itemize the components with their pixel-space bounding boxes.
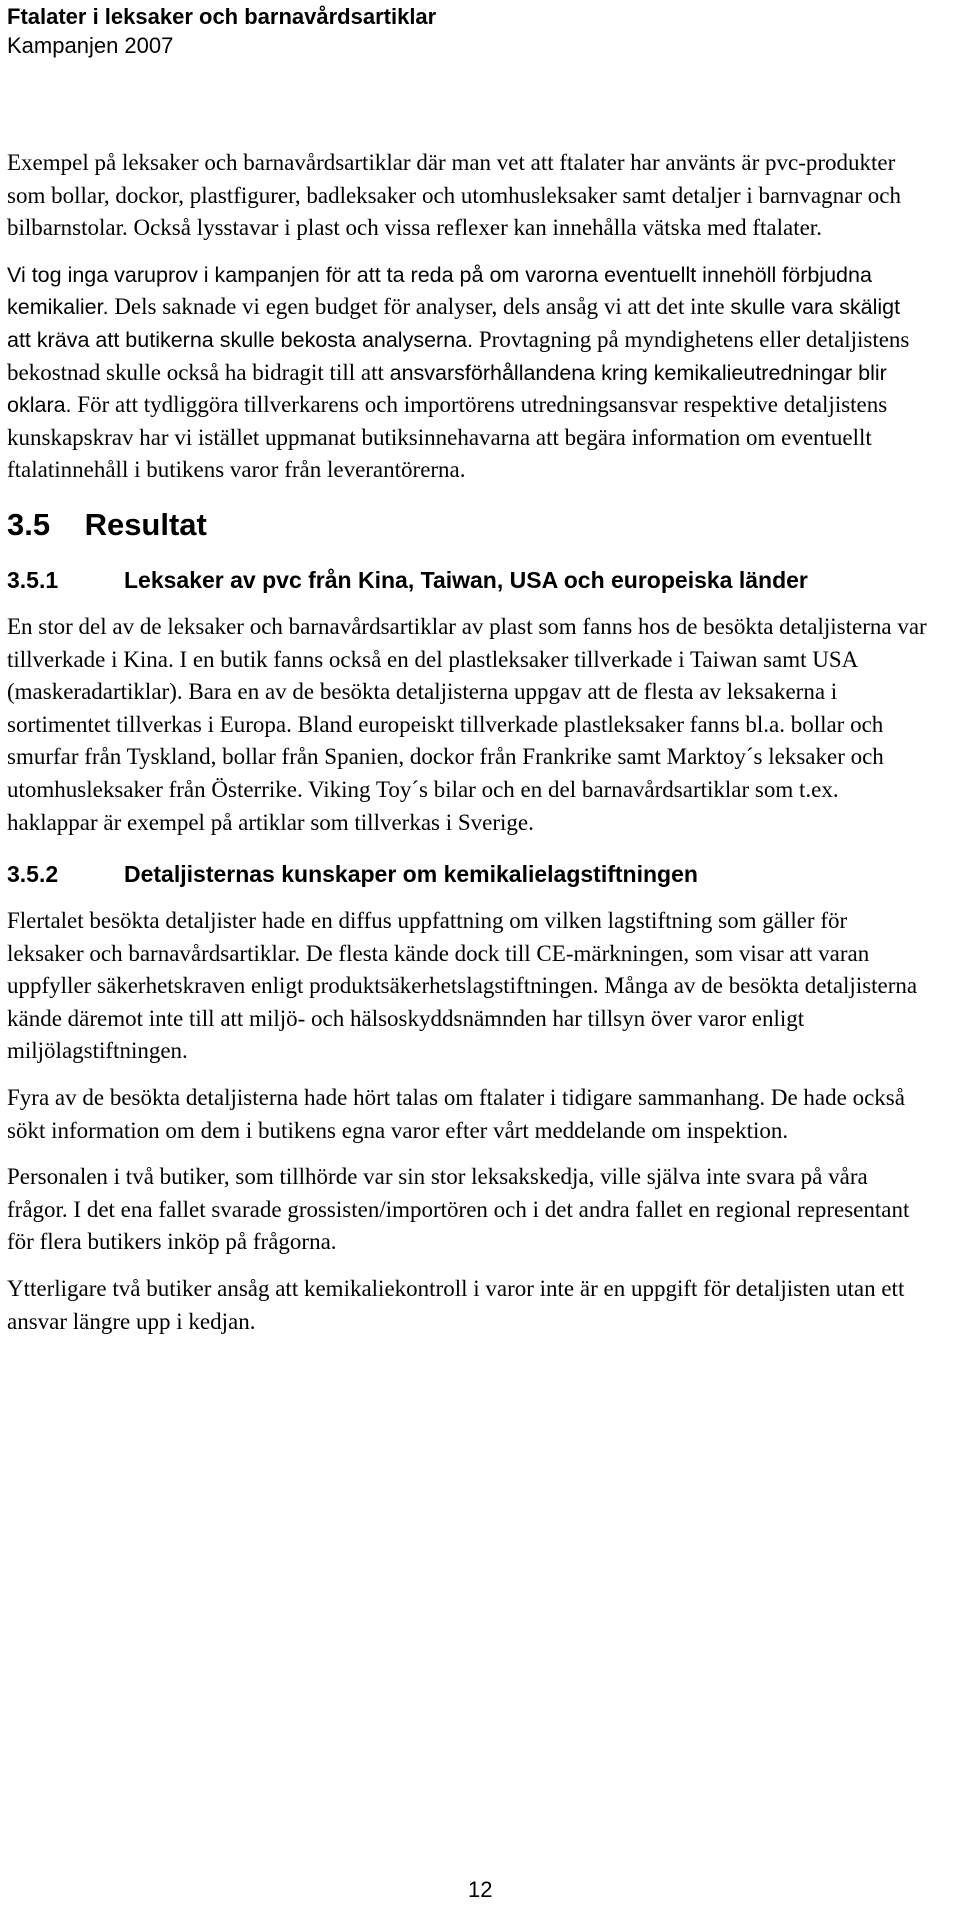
subsection-number-1: 3.5.1 xyxy=(7,566,59,593)
subsection-heading-1 xyxy=(7,563,927,597)
section-title: Resultat xyxy=(84,506,207,542)
subsection-1-paragraph-1: En stor del av de leksaker och barnavårdsartiklar av plast som fanns hos de besökta detaljisterna var tillverkade i Kina. I en butik fanns också en del plastleksaker tillverkade i Taiwan samt USA (maskeradartiklar). Bara en av de besökta detaljisterna uppgav att de flesta av leksakerna i sortimentet tillverkas i Europa. Bland europeiskt tillverkade plastleksaker fanns bl.a. bollar och smurfar från Tyskland, bollar från Spanien, dockor från Frankrike samt Marktoy´s leksaker och utomhusleksaker från Österrike. Viking Toy´s bilar och en del barnavårdsartiklar som t.ex. haklappar är exempel på artiklar som tillverkas i Sverige. xyxy=(7,613,927,835)
intro-paragraph-2-part-a: Dels saknade vi egen budget för analyser, dels ansåg vi att det inte xyxy=(108,294,731,320)
subsection-2-paragraph-1: Flertalet besökta detaljister hade en diffus uppfattning om vilken lagstiftning som gäller för leksaker och barnavårdsartiklar. De flesta kände dock till CE-märkningen, som visar att varan uppfyller säkerhetskraven enligt produktsäkerhetslagstiftningen. Många av de besökta detaljisterna kände däremot inte till att miljö- och hälsoskyddsnämnden har tillsyn över varor enligt miljölagstiftningen. xyxy=(7,908,918,1064)
section-heading xyxy=(7,505,927,545)
intro-paragraph-2 xyxy=(7,259,927,487)
intro-paragraph-2-sans-part-c: ansvarsförhållandena kring kemikalieutredningar blir oklara. xyxy=(7,360,887,418)
intro-paragraph-2-part-c: För att tydliggöra tillverkarens och importörens utredningsansvar respektive detaljistens kunskapskrav har vi istället uppmanat butiksinnehavarna att begära information om eventuellt ftalatinnehåll i butikens varor från leverantörerna. xyxy=(7,392,888,483)
section-number: 3.5 xyxy=(7,506,51,542)
document-title: Ftalater i leksaker och barnavårdsartiklar xyxy=(7,4,437,29)
document-body xyxy=(7,147,927,1352)
intro-paragraph-1: Exempel på leksaker och barnavårdsartiklar där man vet att ftalater har använts är pvc-produkter som bollar, dockor, plastfigurer, badleksaker och utomhusleksaker samt detaljer i barnvagnar och bilbarnstolar. Också lysstavar i plast och vissa reflexer kan innehålla vätska med ftalater. xyxy=(7,150,901,241)
subsection-2-paragraph-3: Personalen i två butiker, som tillhörde var sin stor leksakskedja, ville själva inte svara på våra frågor. I det ena fallet svarade grossisten/importören och i det andra fallet en regional representant för flera butikers inköp på frågorna. xyxy=(7,1164,910,1255)
subsection-title-2: Detaljisternas kunskaper om kemikalielagstiftningen xyxy=(124,861,698,888)
subsection-title-1: Leksaker av pvc från Kina, Taiwan, USA och europeiska länder xyxy=(124,566,808,593)
subsection-2-paragraph-4: Ytterligare två butiker ansåg att kemikaliekontroll i varor inte är en uppgift för detaljisten utan ett ansvar längre upp i kedjan. xyxy=(7,1276,905,1334)
subsection-2-paragraph-2: Fyra av de besökta detaljisterna hade hört talas om ftalater i tidigare sammanhang. De hade också sökt information om dem i butikens egna varor efter vårt meddelande om inspektion. xyxy=(7,1085,905,1143)
intro-paragraph-2-part-b: Provtagning på myndighetens eller detaljistens bekostnad skulle också ha bidragit till att xyxy=(7,326,910,385)
subsection-heading-2 xyxy=(7,857,927,891)
document-subtitle: Kampanjen 2007 xyxy=(7,33,174,58)
page-number: 12 xyxy=(468,1877,493,1902)
intro-paragraph-2-sans-part-a: Vi tog inga varuprov i kampanjen för att ta reda på om varorna eventuellt innehöll förbjudna kemikalier. xyxy=(7,262,872,320)
subsection-number-2: 3.5.2 xyxy=(7,861,59,888)
running-header xyxy=(7,2,436,60)
intro-paragraph-2-sans-part-b: skulle vara skäligt att kräva att butikerna skulle bekosta analyserna. xyxy=(7,295,901,352)
